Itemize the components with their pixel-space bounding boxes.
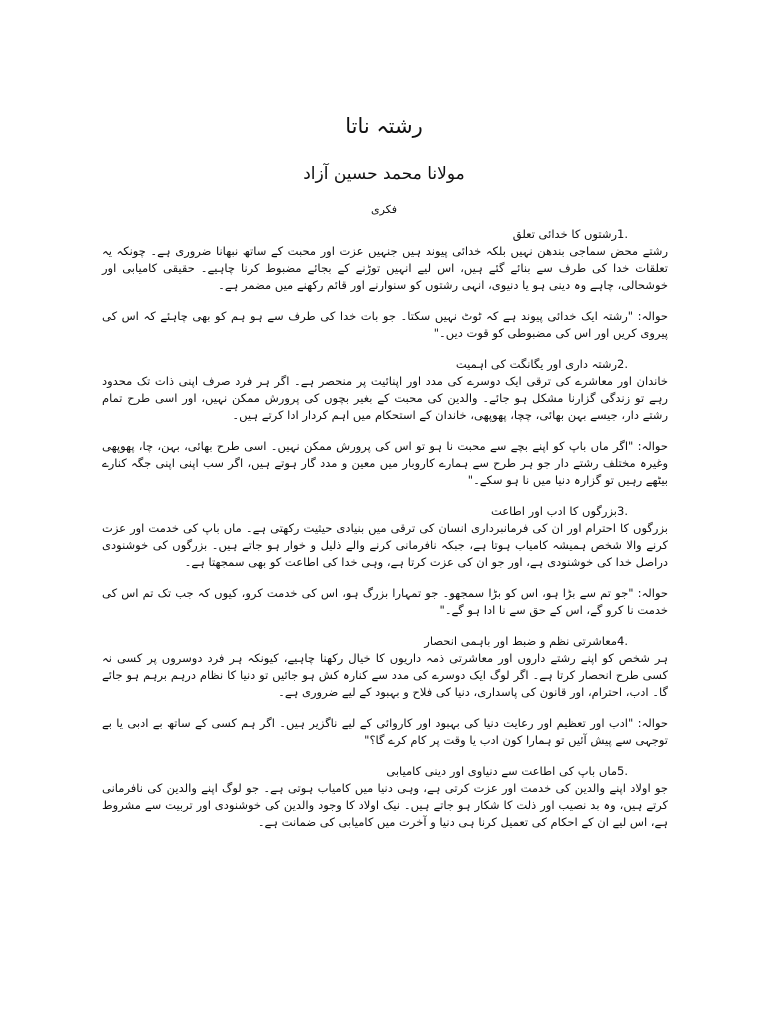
section-number: 3.: [617, 504, 628, 518]
section-paragraph: خاندان اور معاشرے کی ترقی ایک دوسرے کی مدد اور اپنائیت پر منحصر ہے۔ اگر ہر فرد صرف اپنی ذات تک محدود رہے تو زندگی گزارنا مشکل ہو جائے۔ والدین کی محبت کے بغیر بچوں کی پرورش ممکن نہیں، اور اسی طرح تمام رشتے دار، جیسے بہن بھائی، چچا، پھوپھی، خاندان کے استحکام میں اہم کردار ادا کرتے ہیں۔: [102, 374, 668, 422]
section-heading: [102, 226, 668, 243]
document-title: رشتہ ناتا: [345, 114, 423, 138]
document-body: [102, 226, 668, 831]
section-1: [102, 226, 668, 342]
section-heading-text: ماں باپ کی اطاعت سے دنیاوی اور دینی کامیابی: [386, 764, 618, 778]
section-paragraph: ہر شخص کو اپنے رشتے داروں اور معاشرتی ذمہ داریوں کا خیال رکھنا چاہیے، کیونکہ ہر فرد دوسروں پر کسی نہ کسی طرح انحصار کرتا ہے۔ اگر لوگ ایک دوسرے کی مدد سے کنارہ کش ہو جائیں تو دنیا کا نظام درہم برہم ہو جائے گا۔ ادب، احترام، اور قانون کی پاسداری، دنیا کی فلاح و بہبود کے لیے ضروری ہے۔: [102, 651, 668, 699]
section-paragraph: رشتے محض سماجی بندھن نہیں بلکہ خدائی پیوند ہیں جنہیں عزت اور محبت کے ساتھ نبھانا ضروری ہے۔ چونکہ یہ تعلقات خدا کی طرف سے بنائے گئے ہیں، اس لیے انہیں توڑنے کے بجائے مضبوط کرنا چاہیے۔ حقیقی کامیابی اور خوشحالی، چاہے وہ دینی ہو یا دنیوی، انہی رشتوں کو سنوارنے اور قائم رکھنے میں مضمر ہے۔: [102, 244, 668, 292]
section-number: 5.: [617, 764, 628, 778]
section-number: 2.: [617, 357, 628, 371]
section-heading: [102, 503, 668, 520]
section-3: [102, 503, 668, 619]
section-heading-text: رشتہ داری اور یگانگت کی اہمیت: [455, 357, 618, 371]
author-name: مولانا محمد حسین آزاد: [303, 164, 465, 184]
section-4: [102, 633, 668, 749]
section-heading-text: رشتوں کا خدائی تعلق: [512, 227, 618, 241]
section-number: 4.: [617, 634, 628, 648]
section-5: [102, 763, 668, 831]
section-quote: حوالہ: "اگر ماں باپ کو اپنے بچے سے محبت نا ہو تو اس کی پرورش ممکن نہیں۔ اسی طرح بھائی، بہن، چا، پھوپھی وغیرہ مختلف رشتے دار جو ہر طرح سے ہمارے کاروبار میں معین و مدد گار ہوتے ہیں، اگر سب اپنی اپنی جگہ کنارے بیٹھے رہیں تو گزارہ دنیا میں نا ہو سکے۔": [102, 439, 668, 487]
section-2: [102, 356, 668, 489]
section-quote: حوالہ: "جو تم سے بڑا ہو، اس کو بڑا سمجھو۔ جو تمہارا بزرگ ہو، اس کی خدمت کرو، کیوں کہ جب تک تم اس کی خدمت نا کرو گے، اس کے حق سے نا ادا ہو گے۔": [102, 586, 668, 617]
section-paragraph: بزرگوں کا احترام اور ان کی فرمانبرداری انسان کی ترقی میں بنیادی حیثیت رکھتی ہے۔ ماں باپ کی خدمت اور عزت کرنے والا شخص ہمیشہ کامیاب ہوتا ہے، جبکہ نافرمانی کرنے والے ذلیل و خوار ہو جاتے ہیں۔ بزرگوں کی خوشنودی دراصل خدا کی خوشنودی ہے، اور جو ان کی عزت کرتا ہے، وہی خدا کی اطاعت کو بھی سمجھتا ہے۔: [102, 521, 668, 569]
section-heading: [102, 763, 668, 780]
section-heading: [102, 633, 668, 650]
section-quote: حوالہ: "ادب اور تعظیم اور رعایت دنیا کی بہبود اور کاروائی کے لیے ناگزیر ہیں۔ اگر ہم کسی کے ساتھ بے ادبی یا بے توجہی سے پیش آئیں تو ہمارا کون ادب یا وقت پر کام کرے گا؟": [102, 716, 668, 747]
document-subtitle: فکری: [370, 203, 397, 216]
section-heading: [102, 356, 668, 373]
section-quote: حوالہ: "رشتہ ایک خدائی پیوند ہے کہ ٹوٹ نہیں سکتا۔ جو بات خدا کی طرف سے ہو ہم کو بھی چاہئے کہ اس کی پیروی کریں اور اس کی مضبوطی کو قوت دیں۔": [102, 309, 668, 340]
section-paragraph: جو اولاد اپنے والدین کی خدمت اور عزت کرتی ہے، وہی دنیا میں کامیاب ہوتی ہے۔ جو لوگ اپنے والدین کی نافرمانی کرتے ہیں، وہ بد نصیب اور ذلت کا شکار ہو جاتے ہیں۔ نیک اولاد کا وجود والدین کی خوشنودی اور تربیت سے مشروط ہے، اس لیے ان کے احکام کی تعمیل کرنا ہی دنیا و آخرت میں کامیابی کی ضمانت ہے۔: [102, 781, 668, 829]
section-heading-text: معاشرتی نظم و ضبط اور باہمی انحصار: [424, 634, 618, 648]
section-heading-text: بزرگوں کا ادب اور اطاعت: [491, 504, 618, 518]
section-number: 1.: [617, 227, 628, 241]
